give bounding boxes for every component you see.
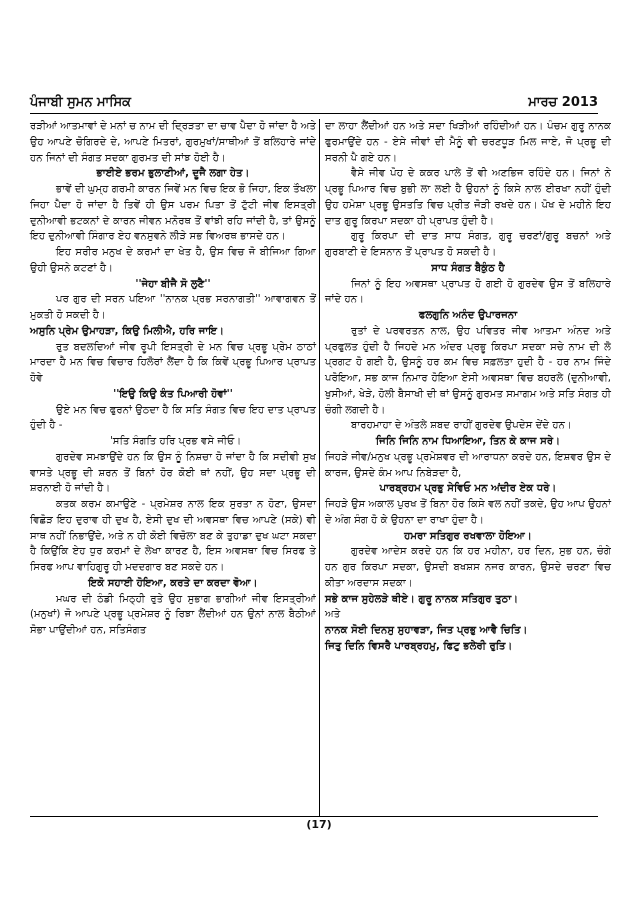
issue-date: ਮਾਰਚ 2013 xyxy=(528,95,598,110)
paragraph: ਗੁਰਦੇਵ ਸਮਝਾਉਂਦੇ ਹਨ ਕਿ ਉਸ ਨੂੰ ਨਿਸ਼ਚਾ ਹੋ ਜਾਂਦਾ ਹੈ ਕਿ ਸਦੀਵੀ ਸੁਖ ਵਾਸਤੇ ਪ੍ਰਭੂ ਦੀ ਸ਼ਰਨ ਤੋਂ ਬਿਨਾਂ ਹੋਰ ਕੋਈ ਥਾਂ ਨਹੀਂ, ਉਹ ਸਦਾ ਪ੍ਰਭੂ ਦੀ ਸ਼ਰਨਾਈ ਹੋ ਜਾਂਦੀ ਹੈ। xyxy=(30,451,316,495)
quote-heading: ਸਭੇ ਕਾਜ ਸੁਹੇਲੜੇ ਥੀਏ। ਗੁਰੂ ਨਾਨਕ ਸਤਿਗੁਰ ਤੁਠਾ। xyxy=(325,593,519,605)
paragraph: ਦਾ ਲਾਹਾ ਲੈਂਦੀਆਂ ਹਨ ਅਤੇ ਸਦਾ ਖਿੜੀਆਂ ਰਹਿੰਦੀਆਂ ਹਨ। ਪੰਚਮ ਗੁਰੂ ਨਾਨਕ ਫੁਰਮਾਉਂਦੇ ਹਨ - ਏਸੇ ਜੀਵਾਂ ਦੀ ਮੈਨੂੰ ਵੀ ਚਰਣਧੂੜ ਮਿਲ ਜਾਏ, ਜੋ ਪ੍ਰਭੂ ਦੀ ਸਰਨੀ ਪੈ ਗਏ ਹਨ। xyxy=(325,121,611,164)
quote-heading: ਪਾਰਬ੍ਰਹਮ ਪ੍ਰਭੁ ਸੇਵਿਓ ਮਨ ਅਂਦੀਰ ਏਕ ਧਰੇ। xyxy=(379,483,557,495)
paragraph: ਅਤੇ xyxy=(325,609,341,621)
quote-heading: ਜਿਤੁ ਦਿਨਿ ਵਿਸਰੈ ਪਾਰਬ੍ਰਹਮੁ, ਫਿਟੁ ਭਲੇਰੀ ਰੁਤਿ। xyxy=(325,640,513,652)
paragraph: ਕਤਕ ਕਰਮ ਕਮਾਉਣੇ - ਪ੍ਰਮੇਸ਼ਰ ਨਾਲ ਇਕ ਸੁਰਤਾ ਨ ਹੋਣਾ, ਉਸਦਾ ਵਿਛੋੜ ਇਹ ਦੁਰਾਵ ਹੀ ਦੁਖ ਹੈ, ਏਸੀ ਦੁਖ ਦੀ ਅਵਸਥਾ ਵਿਚ ਆਪਣੇ (ਸਕੇ) ਵੀ ਸਾਥ ਨਹੀਂ ਨਿਭਾਉਂਦੇ, ਅਤੇ ਨ ਹੀ ਕੋਈ ਵਿਚੋਲਾ ਬਣ ਕੇ ਤੁਹਾਡਾ ਦੁਖ ਘਟਾ ਸਕਦਾ ਹੈ ਕਿਉਂਕਿ ਏਹ ਧੁਰ ਕਰਮਾਂ ਦੇ ਲੇਖਾ ਕਾਰਣ ਹੈ, ਇਸ ਅਵਸਥਾ ਵਿਚ ਸਿਰਫ ਤੇ ਸਿਰਫ ਆਪ ਵਾਹਿਗੁਰੂ ਹੀ ਮਦਦਗਾਰ ਬਣ ਸਕਦੇ ਹਨ। xyxy=(30,499,316,573)
left-column xyxy=(30,119,316,639)
scripture-quote: 'ਸਤਿ ਸੰਗਤਿ ਹਰਿ ਪ੍ਰਭ ਵਸੇ ਜੀਓ। xyxy=(110,436,242,447)
footer-rule xyxy=(30,816,598,817)
paragraph: ਜਿਹੜੇ ਉਸ ਅਕਾਲ ਪੁਰਖ ਤੋਂ ਬਿਨਾ ਹੋਰ ਕਿਸੇ ਵਲ ਨਹੀਂ ਤਕਦੇ, ਉਹ ਆਪ ਉਹਨਾਂ ਦੇ ਅੰਗ ਸੰਗ ਹੋ ਕੇ ਉਹਨਾ ਦਾ ਰਾਖਾ ਹੁੰਦਾ ਹੈ। xyxy=(325,499,611,526)
paragraph: ਮਘਰ ਦੀ ਠੰਡੀ ਮਿਠ੍ਹੀ ਰੁਤੇ ਉਹ ਸੁਭਾਗ ਭਾਗੀਆਂ ਜੀਵ ਇਸਤ੍ਰੀਆਂ (ਮਨੁਖਾਂ) ਜੋ ਆਪਣੇ ਪ੍ਰਭੂ ਪ੍ਰਮੇਸ਼ਰ ਨੂੰ ਰਿਝਾ ਲੈਂਦੀਆਂ ਹਨ ਉਨਾਂ ਨਾਲ ਬੈਠੀਆਂ ਸੋਭਾ ਪਾਉਂਦੀਆਂ ਹਨ, ਸਤਿਸੰਗਤ xyxy=(30,593,316,636)
paragraph: ਉਏ ਮਨ ਵਿਚ ਫੁਰਨਾਂ ਉਠਦਾ ਹੈ ਕਿ ਸਤਿ ਸੰਗਤ ਵਿਚ ਇਹ ਦਾਤ ਪ੍ਰਾਪਤ ਹੁੰਦੀ ਹੈ - xyxy=(30,404,316,432)
paragraph: ਬਾਰਹਮਾਹਾ ਦੇ ਅੰਤਲੇ ਸ਼ਬਦ ਰਾਹੀਂ ਗੁਰਦੇਵ ਉਪਦੇਸ ਦੇਂਦੇ ਹਨ। xyxy=(351,420,572,432)
paragraph: ਵੈਸੇ ਜੀਵ ਪੋਹ ਦੇ ਕਕਰ ਪਾਲੇ ਤੋਂ ਵੀ ਅਣਭਿਜ ਰਹਿੰਦੇ ਹਨ। ਜਿਨਾਂ ਨੇ ਪ੍ਰਭੂ ਪਿਆਰ ਵਿਚ ਬੁਭੀ ਲਾ ਲਈ ਹੈ ਉਹਨਾਂ ਨੂੰ ਕਿਸੇ ਨਾਲ ਈਰਖਾ ਨਹੀਂ ਹੁੰਦੀ ਉਹ ਹਮੇਸ਼ਾ ਪ੍ਰਭੂ ਉਸਤਤਿ ਵਿਚ ਪ੍ਰੀਤ ਜੋੜੀ ਰਖਦੇ ਹਨ। ਪੋਖ ਦੇ ਮਹੀਨੇ ਇਹ ਦਾਤ ਗੁਰੂ ਕਿਰਪਾ ਸਦਕਾ ਹੀ ਪ੍ਰਾਪਤ ਹੁੰਦੀ ਹੈ। xyxy=(325,168,611,227)
paragraph: ਇਹ ਸਰੀਰ ਮਨੁਖ ਦੇ ਕਰਮਾਂ ਦਾ ਖੇਤ ਹੈ, ਉਸ ਵਿਚ ਜੋ ਬੀਜਿਆ ਗਿਆ ਉਹੀ ਉਸਨੇ ਕਟਣਾਂ ਹੈ। xyxy=(30,247,316,274)
quote-heading: ਜਿਨਿ ਜਿਨਿ ਨਾਮ ਧਿਆਇਆ, ਤਿਨ ਕੇ ਕਾਜ ਸਰੇ। xyxy=(375,436,561,447)
quote-heading: ਇਕੋ ਸਹਾਈ ਹੋਇਆ, ਕਰਤੇ ਦਾ ਕਰਦਾ ਵੋਆ। xyxy=(88,577,258,589)
quote-heading: ''ਜੇਹਾ ਬੀਜੈ ਸੋ ਲੁਣੈ'' xyxy=(135,278,211,290)
paragraph: ਰੁਤ ਬਦਲਦਿਆਂ ਜੀਵ ਰੂਪੀ ਇਸਤ੍ਰੀ ਦੇ ਮਨ ਵਿਚ ਪ੍ਰਭੂ ਪ੍ਰੇਮ ਠਾਠਾਂ ਮਾਰਦਾ ਹੈ ਮਨ ਵਿਚ ਵਿਚਾਰ ਹਿਲੋਰਾਂ ਲੈਂਦਾ ਹੈ ਕਿ ਕਿਵੇਂ ਪ੍ਰਭੂ ਪਿਆਰ ਪ੍ਰਾਪਤ ਹੋਵੇ xyxy=(30,341,316,384)
quote-heading: ਫਲਗੁਨਿ ਅਨੰਦ ਉਪਾਰਜਨਾ xyxy=(418,310,518,321)
quote-heading: ਸਾਧ ਸੰਗਤ ਬੈਕੁੰਠ ਹੈ xyxy=(431,262,505,274)
header-rule xyxy=(30,113,598,114)
paragraph: ਰੁਤਾਂ ਦੇ ਪਰਵਰਤਨ ਨਾਲ, ਉਹ ਪਵਿਤਰ ਜੀਵ ਆਤਮਾ ਅੰਨਦ ਅਤੇ ਪ੍ਰਫੁਲਤ ਹੁੰਦੀ ਹੈ ਜਿਹਦੇ ਮਨ ਅੰਦਰ ਪ੍ਰਭੂ ਕਿਰਪਾ ਸਦਕਾ ਸਚੇ ਨਾਮ ਦੀ ਲੋ ਪ੍ਰਗਟ ਹੋ ਗਈ ਹੈ, ਉਸਨੂੰ ਹਰ ਕਮ ਵਿਚ ਸਫ਼ਲਤਾ ਹੁਦੀ ਹੈ - ਹਰ ਨਾਮ ਜਿੰਦੇ ਪਰੋਇਆ, ਸਭ ਕਾਜ ਨਿਮਾਰ ਹੋਇਆ ਏਸੀ ਅਵਸਥਾ ਵਿਚ ਬਹਰਲੇ (ਦੁਨੀਆਵੀ, ਖੁਸੀਆਂ, ਖੇੜੇ, ਹੋਲੀ ਬੈਸਾਖੀ ਦੀ ਥਾਂ ਉਸਨੂੰ ਗੁਰਮਤ ਸਮਾਗਮ ਅਤੇ ਸਤਿ ਸੰਗਤ ਹੀ ਚੰਗੀ ਲਗਦੀ ਹੈ। xyxy=(325,325,611,416)
column-divider xyxy=(319,119,320,817)
quote-heading: ਅਸੁਨਿ ਪ੍ਰੇਮ ਉਮਾਹੜਾ, ਕਿਉ ਮਿਲੀਐ, ਹਰਿ ਜਾਇ। xyxy=(30,325,225,337)
quote-heading: ''ਇਉ ਕਿਉ ਕੰਤ ਪਿਆਰੀ ਹੋਵਾਂ'' xyxy=(113,388,233,400)
right-column xyxy=(325,119,611,655)
quote-heading: ਹਮਰਾ ਸਤਿਗੁਰ ਰਖਵਾਲਾ ਹੋਇਆ। xyxy=(404,530,532,542)
paragraph: ਭਾਵੇਂ ਦੀ ਘੁਮ੍ਹ ਗਰਮੀ ਕਾਰਨ ਜਿਵੇਂ ਮਨ ਵਿਚ ਇਕ ਭੋ ਜਿਹਾ, ਇਕ ਤੌਖਲਾ ਜਿਹਾ ਪੈਦਾ ਹੋ ਜਾਂਦਾ ਹੈ ਤਿਵੇਂ ਹੀ ਉਸ ਪਰਮ ਪਿਤਾ ਤੋਂ ਟੁੱਟੀ ਜੀਵ ਇਸਤ੍ਰੀ ਦੁਨੀਆਵੀ ਭਟਕਨਾਂ ਦੇ ਕਾਰਨ ਜੀਵਨ ਮਨੋਰਥ ਤੋਂ ਵਾਂਝੀ ਰਹਿ ਜਾਂਦੀ ਹੈ, ਤਾਂ ਉਸਨੂੰ ਇਹ ਦੁਨੀਆਵੀ ਸਿੰਗਾਰ ਏਹ ਵਨਸੁਵਨੇ ਲੀੜੇ ਸਭ ਵਿਅਰਥ ਭਾਸਦੇ ਹਨ। xyxy=(30,184,316,243)
paragraph: ਗੁਰੂ ਕਿਰਪਾ ਦੀ ਦਾਤ ਸਾਧ ਸੰਗਤ, ਗੁਰੂ ਚਰਣਾਂ/ਗੁਰੂ ਬਚਨਾਂ ਅਤੇ ਗੁਰਬਾਣੀ ਦੇ ਇਸਨਾਨ ਤੋਂ ਪ੍ਰਾਪਤ ਹੋ ਸਕਦੀ ਹੈ। xyxy=(325,231,611,258)
paragraph: ਗੁਰਦੇਵ ਆਦੇਸ ਕਰਦੇ ਹਨ ਕਿ ਹਰ ਮਹੀਨਾ, ਹਰ ਦਿਨ, ਸੁਭ ਹਨ, ਚੰਗੇ ਹਨ ਗੁਰ ਕਿਰਪਾ ਸਦਕਾ, ਉਸਦੀ ਬਖਸ਼ਸ ਨਜਰ ਕਾਰਨ, ਉਸਦੇ ਚਰਣਾ ਵਿਚ ਕੀਤਾ ਅਰਦਾਸ ਸਦਕਾ। xyxy=(325,546,611,589)
paragraph: ਰੜੀਆਂ ਆਤਮਾਵਾਂ ਦੇ ਮਨਾਂ ਚ ਨਾਮ ਦੀ ਦ੍ਰਿੜਤਾ ਦਾ ਚਾਵ ਪੈਦਾ ਹੋ ਜਾਂਦਾ ਹੈ ਅਤੇ ਉਹ ਆਪਣੇ ਚੋਗਿਰਦੇ ਦੇ, ਆਪਣੇ ਮਿਤਰਾਂ, ਗੁਰਮੁਖਾਂ/ਸਾਥੀਆਂ ਤੋਂ ਬਲਿਹਾਰੇ ਜਾਂਦੇ ਹਨ ਜਿਨਾਂ ਦੀ ਸੰਗਤ ਸਦਕਾ ਗੁਰਮਤ ਦੀ ਸਾਂਝ ਹੋਈ ਹੈ। xyxy=(30,121,316,164)
page-number: (17) xyxy=(306,818,332,831)
paragraph: ਜਿਹੜੇ ਜੀਵ/ਮਨੁਖ ਪ੍ਰਭੂ ਪ੍ਰਮੇਸ਼ਵਰ ਦੀ ਆਰਾਧਨਾ ਕਰਦੇ ਹਨ, ਇਸ਼ਵਰ ਉਸ ਦੇ ਕਾਰਜ, ਉਸਦੇ ਕੰਮ ਆਪ ਨਿਬੇੜਦਾ ਹੈ, xyxy=(325,451,611,479)
paragraph: ਪਰ ਗੁਰ ਦੀ ਸਰਨ ਪਇਆ ''ਨਾਨਕ ਪ੍ਰਭ ਸਰਨਾਗਤੀ'' ਆਵਾਗਵਨ ਤੋਂ ਮੁਕਤੀ ਹੋ ਸਕਦੀ ਹੈ। xyxy=(30,294,316,321)
quote-heading: ਭਾਈਏ ਭਰਮ ਭੁਲਾਣੀਆਂ, ਦੂਜੈ ਲਗਾ ਹੇਤ। xyxy=(96,168,250,180)
page-header xyxy=(30,88,598,110)
magazine-title: ਪੰਜਾਬੀ ਸੁਮਨ ਮਾਸਿਕ xyxy=(30,95,131,110)
paragraph: ਜਿਨਾਂ ਨੂੰ ਇਹ ਅਵਸਥਾ ਪ੍ਰਾਪਤ ਹੋ ਗਈ ਹੋ ਗੁਰਦੇਵ ਉਸ ਤੋਂ ਬਲਿਹਾਰੇ ਜਾਂਦੇ ਹਨ। xyxy=(325,278,611,306)
quote-heading: ਨਾਨਕ ਸੋਈ ਦਿਨਸੁ ਸੁਹਾਵੜਾ, ਜਿਤ ਪ੍ਰਭੁ ਆਵੈ ਚਿਤਿ। xyxy=(325,625,528,636)
